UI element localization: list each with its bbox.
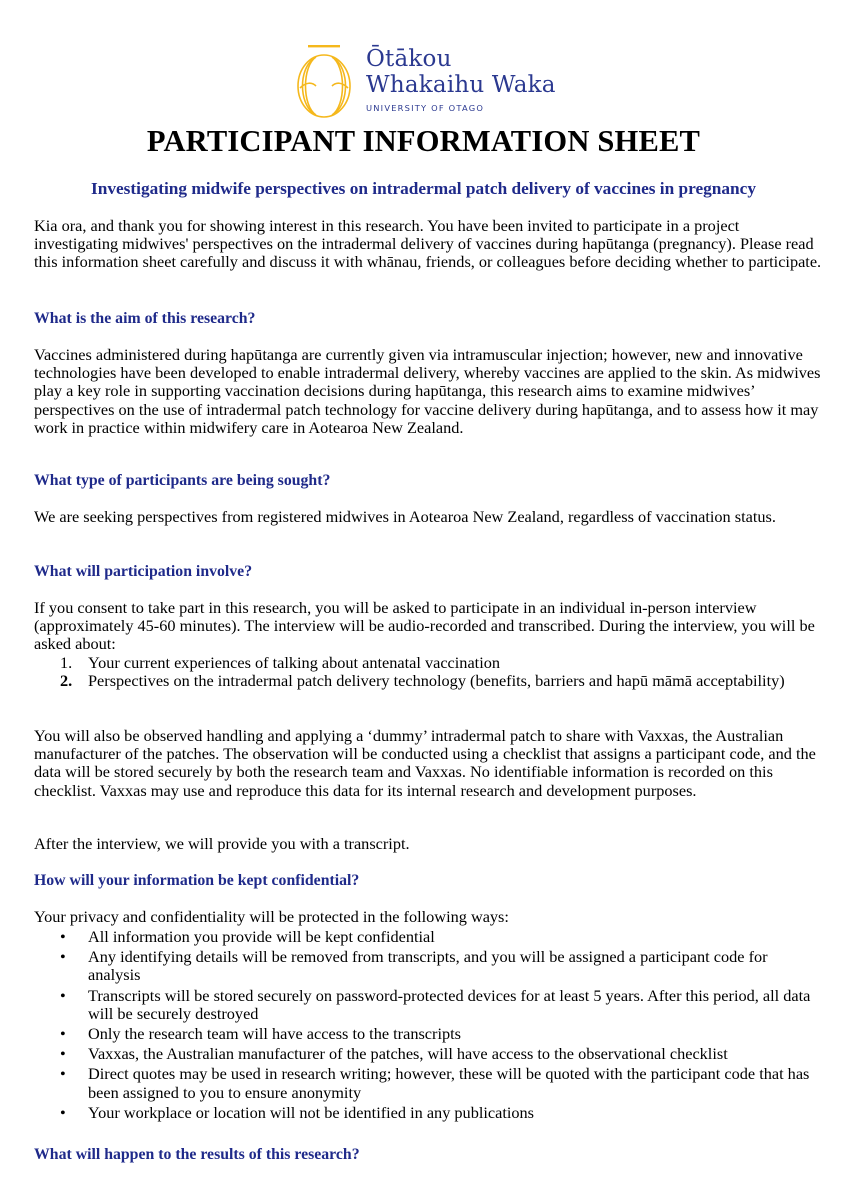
involvement-heading: What will participation involve? [34, 563, 253, 580]
list-item [52, 672, 812, 690]
participants-paragraph: We are seeking perspectives from registered midwives in Aotearoa New Zealand, regardless of vaccination status. [34, 507, 776, 526]
logo-maori-name-line1: Ōtākou [366, 46, 452, 72]
list-item-text: Any identifying details will be removed from transcripts, and you will be assigned a participant code for analysis [88, 947, 768, 985]
otago-emblem-icon [294, 44, 354, 120]
intro-paragraph: Kia ora, and thank you for showing interest in this research. You have been invited to participate in a project investigating midwives' perspectives on the intradermal delivery of vaccines during hapūtanga (pregnancy). Please read this information sheet carefully and discuss it with whānau, friends, or colleagues before deciding whether to participate. [34, 216, 822, 272]
list-item [52, 1104, 812, 1122]
list-item [52, 1025, 812, 1043]
interview-topics-list [52, 654, 812, 690]
results-heading: What will happen to the results of this research? [34, 1146, 360, 1163]
list-item-text: Only the research team will have access to the transcripts [88, 1024, 461, 1044]
observation-paragraph: You will also be observed handling and applying a ‘dummy’ intradermal patch to share with Vaxxas, the Australian manufacturer of the patches. The observation will be conducted using a checklist that assigns a participant code, and the data will be stored securely by both the research team and Vaxxas. No identifiable information is recorded on this checklist. Vaxxas may use and reproduce this data for its internal research and development purposes. [34, 726, 816, 800]
list-item [52, 1045, 812, 1063]
list-item [52, 987, 812, 1023]
list-item [52, 1065, 812, 1101]
aim-heading: What is the aim of this research? [34, 310, 256, 327]
logo-maori-name-line2: Whakaihu Waka [366, 72, 556, 98]
bullet-icon: • [60, 947, 66, 967]
confidentiality-heading: How will your information be kept confidential? [34, 872, 360, 889]
confidentiality-paragraph: Your privacy and confidentiality will be protected in the following ways: [34, 907, 509, 926]
list-item-text: Your current experiences of talking about antenatal vaccination [88, 653, 501, 672]
list-item-text: Perspectives on the intradermal patch delivery technology (benefits, barriers and hapū māmā acceptability) [88, 671, 785, 691]
list-item [52, 928, 812, 946]
list-number: 1. [60, 653, 73, 672]
page-title: PARTICIPANT INFORMATION SHEET [146, 124, 701, 158]
participants-heading: What type of participants are being sought? [34, 472, 331, 489]
bullet-icon: • [60, 1102, 66, 1122]
transcript-paragraph: After the interview, we will provide you with a transcript. [34, 834, 410, 853]
aim-paragraph: Vaccines administered during hapūtanga are currently given via intramuscular injection; however, new and innovative technologies have been developed to enable intradermal delivery, whereby vaccines are applied to the skin. As midwives play a key role in supporting vaccination decisions during hapūtanga, this research aims to examine midwives’ perspectives on the use of intradermal patch technology for vaccine delivery during hapūtanga, and to assess how it may work in practice within midwifery care in Aotearoa New Zealand. [34, 345, 821, 437]
bullet-icon: • [60, 985, 66, 1005]
list-number: 2. [60, 671, 73, 691]
list-item-text: Vaxxas, the Australian manufacturer of the patches, will have access to the observational checklist [88, 1044, 728, 1064]
list-item-text: Your workplace or location will not be identified in any publications [88, 1102, 534, 1122]
list-item-text: All information you provide will be kept confidential [88, 927, 435, 946]
bullet-icon: • [60, 1044, 66, 1064]
involvement-paragraph: If you consent to take part in this research, you will be asked to participate in an individual in-person interview (approximately 45-60 minutes). The interview will be audio-recorded and transcribed. During the interview, you will be asked about: [34, 598, 815, 654]
confidentiality-list [52, 928, 812, 1124]
bullet-icon: • [60, 927, 66, 946]
list-item-text: Direct quotes may be used in research writing; however, these will be quoted with the participant code that has been assigned to you to ensure anonymity [88, 1064, 810, 1102]
bullet-icon: • [60, 1024, 66, 1044]
study-subtitle: Investigating midwife perspectives on intradermal patch delivery of vaccines in pregnancy [91, 179, 756, 198]
list-item [52, 948, 812, 984]
list-item-text: Transcripts will be stored securely on password-protected devices for at least 5 years. After this period, all data will be securely destroyed [88, 985, 811, 1023]
bullet-icon: • [60, 1064, 66, 1084]
list-item [52, 654, 812, 672]
logo-university-name: UNIVERSITY OF OTAGO [366, 103, 485, 113]
university-logo [294, 44, 556, 122]
